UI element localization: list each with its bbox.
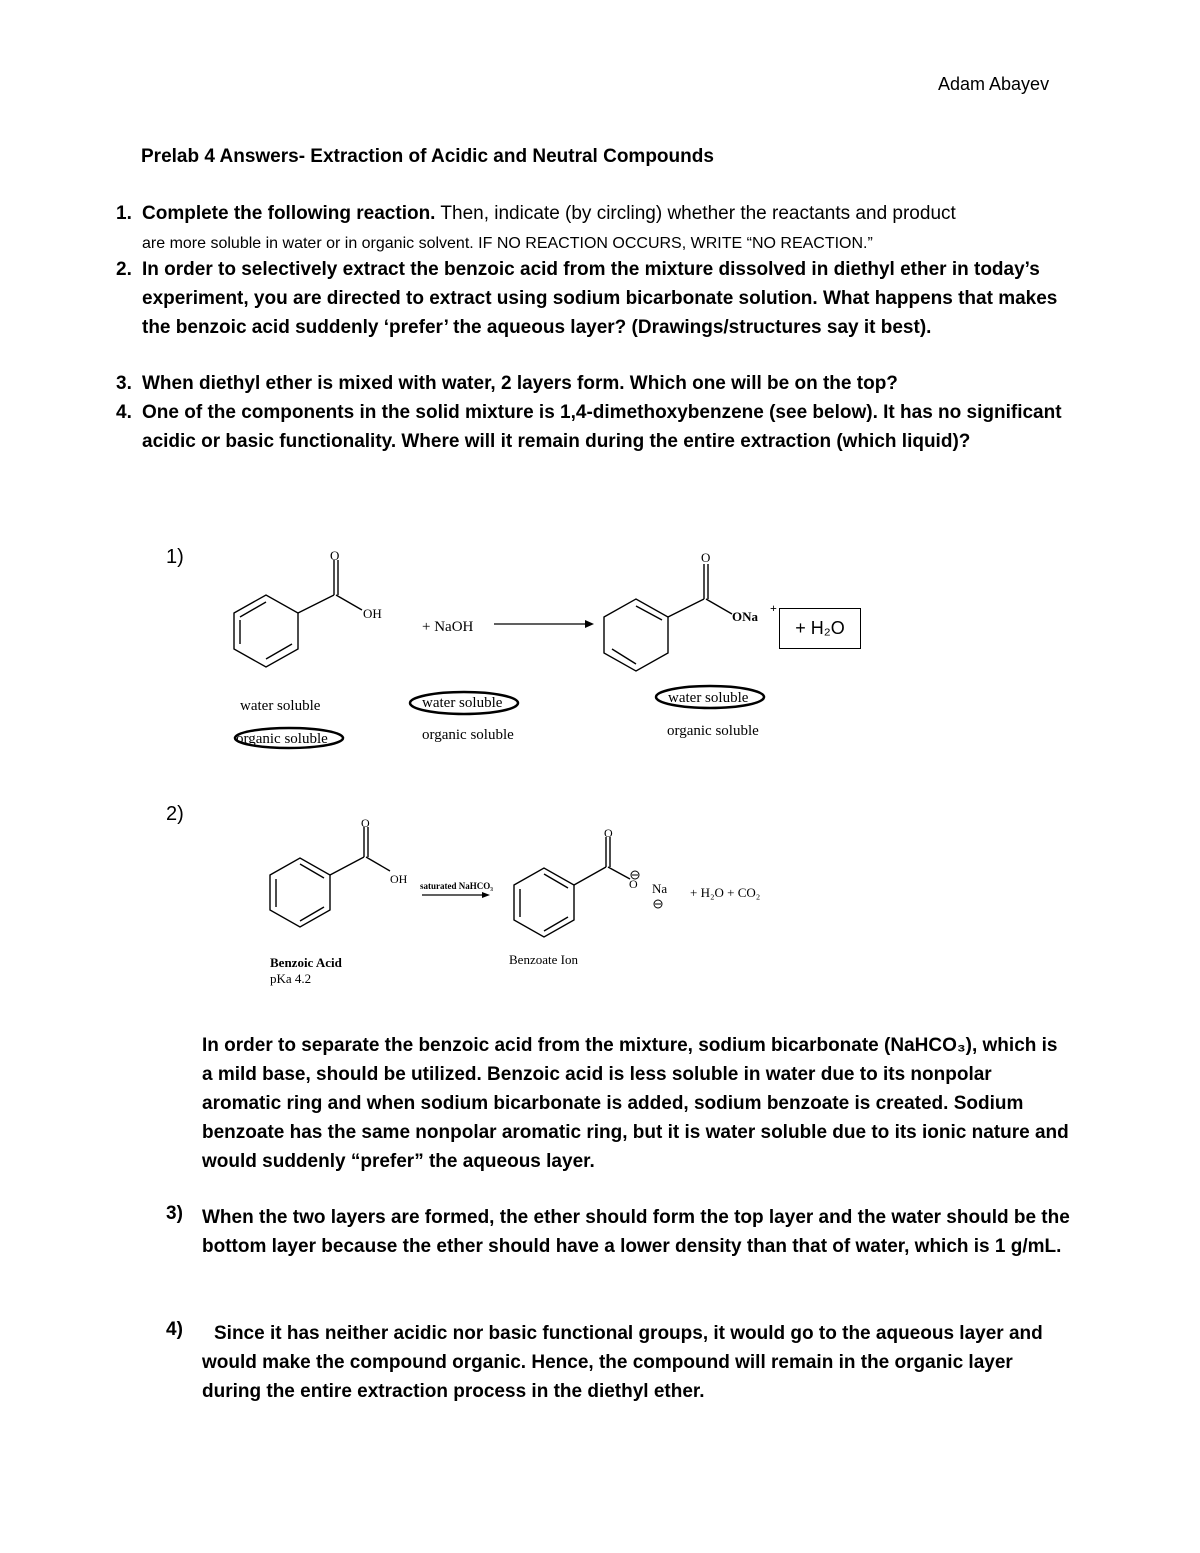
products-label: + H₂O + CO₂ xyxy=(690,885,761,900)
reagent-label: saturated NaHCO₃ xyxy=(420,881,493,891)
left-organic-soluble: organic soluble xyxy=(236,731,328,747)
page-title: Prelab 4 Answers- Extraction of Acidic and Neutral Compounds xyxy=(141,146,714,167)
question-number: 3. xyxy=(116,373,132,394)
answer-3-text: When the two layers are formed, the ether should form the top layer and the water should be the bottom layer because the ether should have a lower density than that of water, which is 1 g/mL. xyxy=(202,1207,1070,1257)
hydroxyl-label: OH xyxy=(390,872,408,886)
question-text: Then, indicate (by circling) whether the reactants and product xyxy=(435,203,956,224)
question-number: 4. xyxy=(116,402,132,423)
oxygen-label: O xyxy=(604,826,613,840)
benzoic-acid-structure xyxy=(270,827,390,927)
answer-4-label: 4) xyxy=(166,1319,183,1340)
right-organic-soluble: organic soluble xyxy=(667,723,759,739)
answer-4-text: Since it has neither acidic nor basic functional groups, it would go to the aqueous layer and would make the compound organic. Hence, the compound will remain in the organic layer during the entire extraction process in the diethyl ether. xyxy=(202,1323,1043,1402)
author-name: Adam Abayev xyxy=(938,74,1050,94)
oxide-label: O xyxy=(629,877,638,891)
plus-charge: + xyxy=(770,601,777,615)
benzoate-ion-structure xyxy=(514,837,630,937)
question-text: One of the components in the solid mixture is 1,4-dimethoxybenzene (see below). It has no significant acidic or basic functionality. Where will it remain during the entire extraction (which liquid)? xyxy=(142,402,1062,452)
oxygen-label: O xyxy=(361,816,370,830)
oxygen-label: O xyxy=(330,548,340,563)
oxygen-label: O xyxy=(701,550,711,565)
question-number: 2. xyxy=(116,259,132,280)
ona-label: ONa xyxy=(732,609,758,624)
answer-1-label: 1) xyxy=(166,546,184,568)
reaction-2-diagram xyxy=(250,815,810,995)
right-water-soluble: water soluble xyxy=(668,690,749,706)
mid-organic-soluble: organic soluble xyxy=(422,727,514,743)
sodium-label: Na xyxy=(652,881,668,896)
question-4 xyxy=(116,398,1076,456)
question-number: 1. xyxy=(116,203,132,224)
question-text-line2: are more soluble in water or in organic solvent. IF NO REACTION OCCURS, WRITE “NO REACTION.” xyxy=(142,235,873,252)
left-water-soluble: water soluble xyxy=(240,698,321,714)
answer-2-label: 2) xyxy=(166,803,184,825)
mid-water-soluble: water soluble xyxy=(422,695,503,711)
benzoic-acid-label: Benzoic Acid xyxy=(270,955,342,970)
reagent-label: + NaOH xyxy=(422,619,474,635)
question-3 xyxy=(116,369,1076,398)
answer-3-label: 3) xyxy=(166,1203,183,1224)
reaction-1-diagram xyxy=(200,540,920,760)
question-2 xyxy=(116,255,1076,342)
benzoate-ion-label: Benzoate Ion xyxy=(509,952,578,967)
hydroxyl-label: OH xyxy=(363,606,382,621)
question-1 xyxy=(116,199,1076,258)
pka-label: pKa 4.2 xyxy=(270,971,312,986)
water-product-box: + H₂O xyxy=(779,608,861,649)
sodium-benzoate-structure xyxy=(604,564,732,671)
question-lead: Complete the following reaction. xyxy=(142,203,436,224)
answer-2-paragraph: In order to separate the benzoic acid from the mixture, sodium bicarbonate (NaHCO₃), which is a mild base, should be utilized. Benzoic acid is less soluble in water due to its nonpolar aromatic ring and when sodium bicarbonate is added, sodium benzoate is created. Sodium benzoate has the same nonpolar aromatic ring, but it is water soluble due to its ionic nature and would suddenly “prefer” the aqueous layer. xyxy=(202,1035,1069,1172)
benzoic-acid-structure xyxy=(234,560,362,667)
question-text: When diethyl ether is mixed with water, 2 layers form. Which one will be on the top? xyxy=(142,373,898,394)
question-text: In order to selectively extract the benzoic acid from the mixture dissolved in diethyl ether in today’s experiment, you are directed to extract using sodium bicarbonate solution. What happens that makes the benzoic acid suddenly ‘prefer’ the aqueous layer? (Drawings/structures say it best). xyxy=(142,259,1058,338)
